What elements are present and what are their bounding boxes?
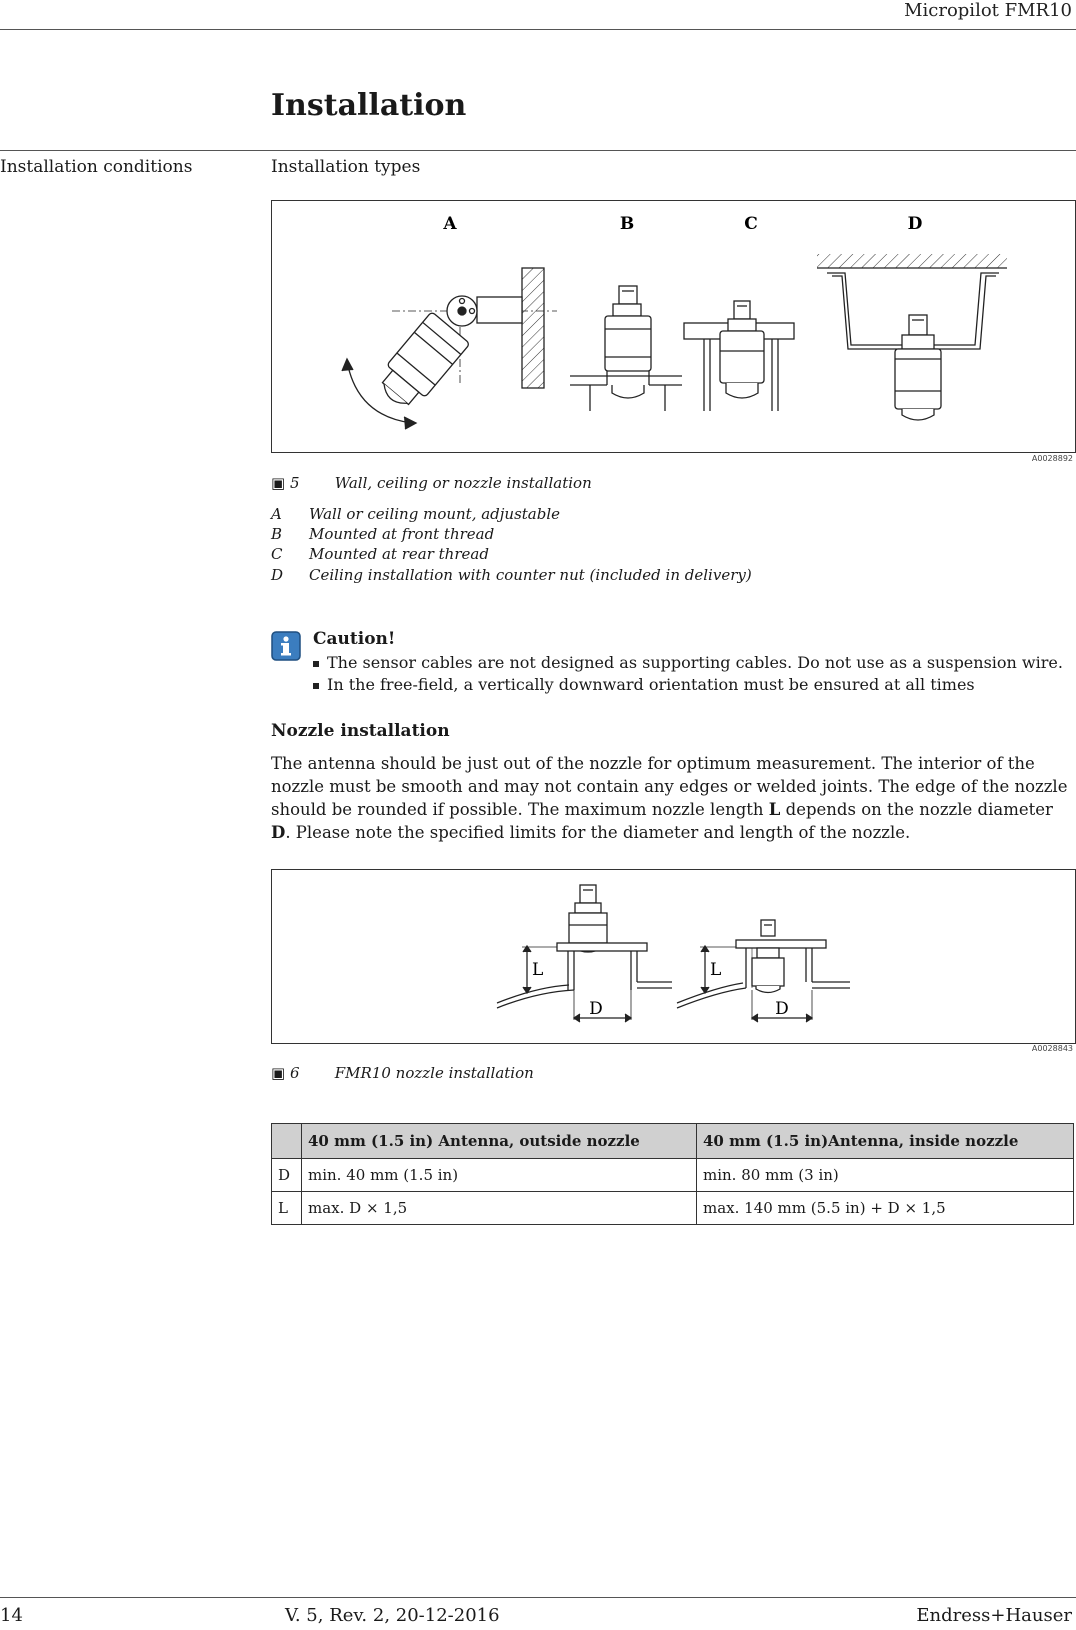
label-a: A	[443, 214, 457, 234]
legend-item	[271, 545, 489, 563]
footer-rule	[0, 1597, 1076, 1598]
nozzle-outside-drawing	[497, 885, 672, 1022]
label-b: B	[619, 214, 635, 234]
paragraph-text: The antenna should be just out of the nozzle for optimum measurement. The interior of the nozzle must be smooth and may not contain any edges or welded joints. The edge of the nozzle should be rounded if possible. The maximum nozzle length	[271, 754, 1068, 819]
mount-d-drawing	[817, 254, 1007, 420]
legend-key: D	[271, 566, 284, 584]
paragraph-bold-d: D	[271, 823, 286, 842]
figure-6-caption-text: FMR10 nozzle installation	[334, 1064, 534, 1082]
subsection-title: Installation types	[271, 157, 421, 177]
figure-6-drawing	[272, 870, 1075, 1043]
legend-text: Wall or ceiling mount, adjustable	[309, 505, 561, 523]
figure-6-box	[271, 869, 1076, 1053]
chapter-title: Installation	[271, 88, 467, 123]
info-icon	[271, 631, 301, 661]
table-cell: L	[272, 1192, 302, 1225]
dim-l-inside: L	[710, 960, 722, 980]
figure-5-caption-text: Wall, ceiling or nozzle installation	[334, 474, 592, 492]
caution-title: Caution!	[313, 629, 396, 649]
chapter-rule	[0, 150, 1076, 151]
nozzle-spec-table	[271, 1123, 1074, 1225]
dim-l-outside: L	[532, 960, 544, 980]
figure-5-box	[271, 200, 1076, 463]
figure-6-id: A0028843	[1031, 1044, 1073, 1053]
dim-d-outside: D	[589, 999, 603, 1019]
nozzle-inside-drawing	[677, 920, 850, 1022]
caution-item	[313, 675, 975, 694]
header-rule	[0, 29, 1076, 30]
figure-5-id: A0028892	[1031, 454, 1073, 463]
table-cell: max. 140 mm (5.5 in) + D × 1,5	[697, 1192, 1074, 1225]
dim-d-inside: D	[775, 999, 789, 1019]
table-cell: min. 80 mm (3 in)	[697, 1159, 1074, 1192]
figure-icon: ▣	[271, 1064, 286, 1082]
running-header: Micropilot FMR10	[904, 0, 1072, 21]
legend-text: Mounted at rear thread	[309, 545, 489, 563]
nozzle-paragraph	[271, 752, 1071, 844]
figure-5-number: 5	[289, 474, 300, 492]
label-c: C	[744, 214, 758, 234]
figure-5-drawing	[272, 201, 1075, 452]
paragraph-text: depends on the nozzle diameter	[780, 800, 1053, 819]
table-row	[272, 1192, 1074, 1225]
mount-a-drawing	[342, 268, 557, 429]
brand-name: Endress+Hauser	[916, 1605, 1072, 1626]
bullet-icon	[313, 661, 319, 667]
bullet-icon	[313, 683, 319, 689]
paragraph-bold-l: L	[768, 800, 781, 819]
legend-item	[271, 566, 752, 584]
legend-key: A	[271, 505, 282, 523]
paragraph-text: . Please note the specified limits for the diameter and length of the nozzle.	[285, 823, 911, 842]
table-header-cell: 40 mm (1.5 in)Antenna, inside nozzle	[697, 1124, 1074, 1159]
legend-item	[271, 505, 560, 523]
table-header-cell	[272, 1124, 302, 1159]
figure-6-number: 6	[289, 1064, 300, 1082]
table-header-cell: 40 mm (1.5 in) Antenna, outside nozzle	[302, 1124, 697, 1159]
table-cell: min. 40 mm (1.5 in)	[302, 1159, 697, 1192]
legend-text: Mounted at front thread	[309, 525, 495, 543]
document-version: V. 5, Rev. 2, 20-12-2016	[285, 1605, 500, 1626]
mount-b-drawing	[570, 286, 682, 411]
table-header-row	[272, 1124, 1074, 1159]
legend-text: Ceiling installation with counter nut (included in delivery)	[309, 566, 752, 584]
legend-key: C	[271, 545, 283, 563]
table-cell: max. D × 1,5	[302, 1192, 697, 1225]
caution-item	[313, 653, 1063, 672]
caution-item-text: In the free-field, a vertically downward orientation must be ensured at all times	[327, 675, 975, 694]
page-number: 14	[0, 1605, 23, 1626]
mount-c-drawing	[684, 301, 794, 411]
label-d: D	[907, 214, 923, 234]
figure-5-caption	[271, 474, 592, 492]
figure-icon: ▣	[271, 474, 286, 492]
nozzle-title: Nozzle installation	[271, 721, 450, 741]
figure-6-caption	[271, 1064, 534, 1082]
legend-item	[271, 525, 494, 543]
legend-key: B	[271, 525, 283, 543]
table-row	[272, 1159, 1074, 1192]
section-label: Installation conditions	[0, 157, 193, 177]
caution-item-text: The sensor cables are not designed as supporting cables. Do not use as a suspension wire.	[327, 653, 1063, 672]
table-cell: D	[272, 1159, 302, 1192]
